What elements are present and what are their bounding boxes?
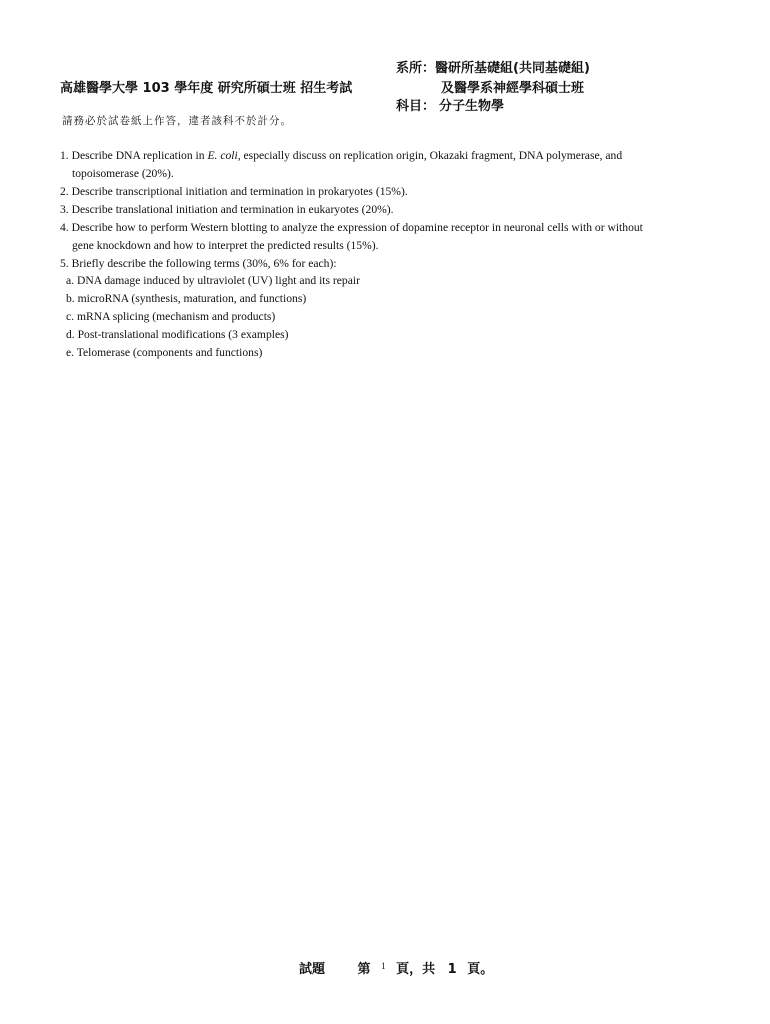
subject-label: 科目： — [396, 99, 436, 114]
exam-title: 高雄醫學大學 103 學年度 研究所碩士班 招生考試 — [60, 81, 353, 96]
question-5-item: a. DNA damage induced by ultraviolet (UV) light and its repair — [66, 274, 360, 287]
question-5-item: e. Telomerase (components and functions) — [66, 346, 263, 359]
answer-notice: 請務必於試卷紙上作答，違者該科不於計分。 — [62, 115, 292, 127]
page-footer — [299, 958, 493, 977]
question-5-item: c. mRNA splicing (mechanism and products) — [66, 310, 276, 323]
department-value-2: 及醫學系神經學科碩士班 — [441, 81, 585, 96]
total-page-number: 1 — [447, 962, 457, 977]
species-name: E. coli — [207, 149, 238, 162]
page-mid: 頁，共 — [396, 962, 436, 977]
page-suffix: 頁。 — [467, 962, 494, 977]
question-4-line-2: gene knockdown and how to interpret the predicted results (15%). — [72, 239, 379, 252]
subject-line — [396, 95, 504, 114]
current-page-number: 1 — [381, 961, 386, 971]
question-5-intro: 5. Briefly describe the following terms (30%, 6% for each): — [60, 257, 337, 270]
question-4-line-1: 4. Describe how to perform Western blotting to analyze the expression of dopamine receptor in neuronal cells with or without — [60, 221, 643, 234]
question-2: 2. Describe transcriptional initiation and termination in prokaryotes (15%). — [60, 185, 408, 198]
question-5-item: d. Post-translational modifications (3 examples) — [66, 328, 289, 341]
department-value: 醫研所基礎組(共同基礎組) — [435, 61, 590, 76]
department-label: 系所： — [396, 61, 436, 76]
page-prefix: 第 — [357, 962, 371, 977]
footer-label: 試題 — [299, 962, 326, 977]
subject-value: 分子生物學 — [439, 99, 505, 114]
question-1-line-2: topoisomerase (20%). — [72, 167, 174, 180]
question-1-line-1 — [60, 147, 622, 165]
question-3: 3. Describe translational initiation and termination in eukaryotes (20%). — [60, 203, 394, 216]
question-5-item: b. microRNA (synthesis, maturation, and functions) — [66, 292, 307, 305]
question-1-text: 1. Describe DNA replication in — [60, 149, 208, 162]
department-line — [396, 57, 590, 76]
question-1-text-cont: , especially discuss on replication origin, Okazaki fragment, DNA polymerase, and — [237, 149, 623, 162]
